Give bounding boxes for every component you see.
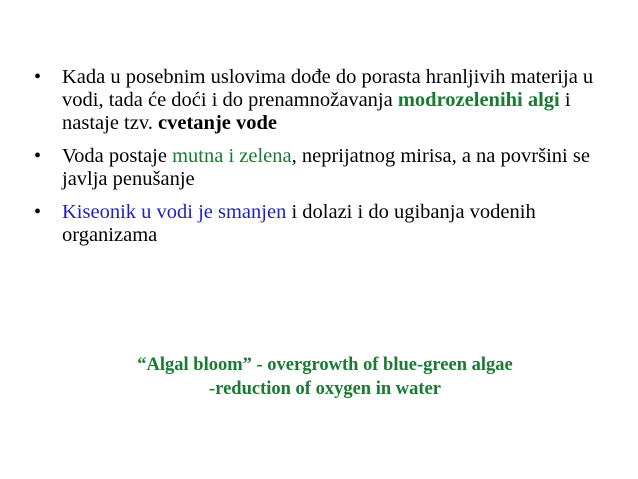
bullet-item-1 xyxy=(34,66,614,135)
bullet-item-2 xyxy=(34,145,614,191)
bullet-3-text-cont: i dolazi i do ugibanja vodenih organizama xyxy=(62,201,536,246)
bullet-dot-icon: • xyxy=(34,145,42,167)
bullet-1-bold-term: cvetanje vode xyxy=(158,112,277,134)
bullet-2-text: Voda postaje xyxy=(62,145,173,167)
bullet-dot-icon: • xyxy=(34,201,42,223)
bullet-1-text-cont: i nastaje tzv. xyxy=(62,89,571,134)
bullet-item-3 xyxy=(34,201,614,247)
bullet-dot-icon: • xyxy=(34,66,42,88)
caption-line-1: “Algal bloom” - overgrowth of blue-green algae xyxy=(137,355,513,375)
bullet-2-text-cont: , neprijatnog mirisa, a na površini se javlja penušanje xyxy=(62,145,590,190)
bullet-1-highlight: modrozelenihi algi xyxy=(397,89,560,111)
caption xyxy=(60,353,590,401)
bullet-2-highlight: mutna i zelena xyxy=(172,145,292,167)
bullet-1-text: Kada u posebnim uslovima dođe do porasta hranljivih materija u vodi, tada će doći i do prenamnožavanja xyxy=(62,66,594,111)
bullet-list xyxy=(34,66,614,257)
bullet-3-highlight: Kiseonik u vodi je smanjen xyxy=(62,201,287,223)
caption-line-2: -reduction of oxygen in water xyxy=(209,379,441,399)
